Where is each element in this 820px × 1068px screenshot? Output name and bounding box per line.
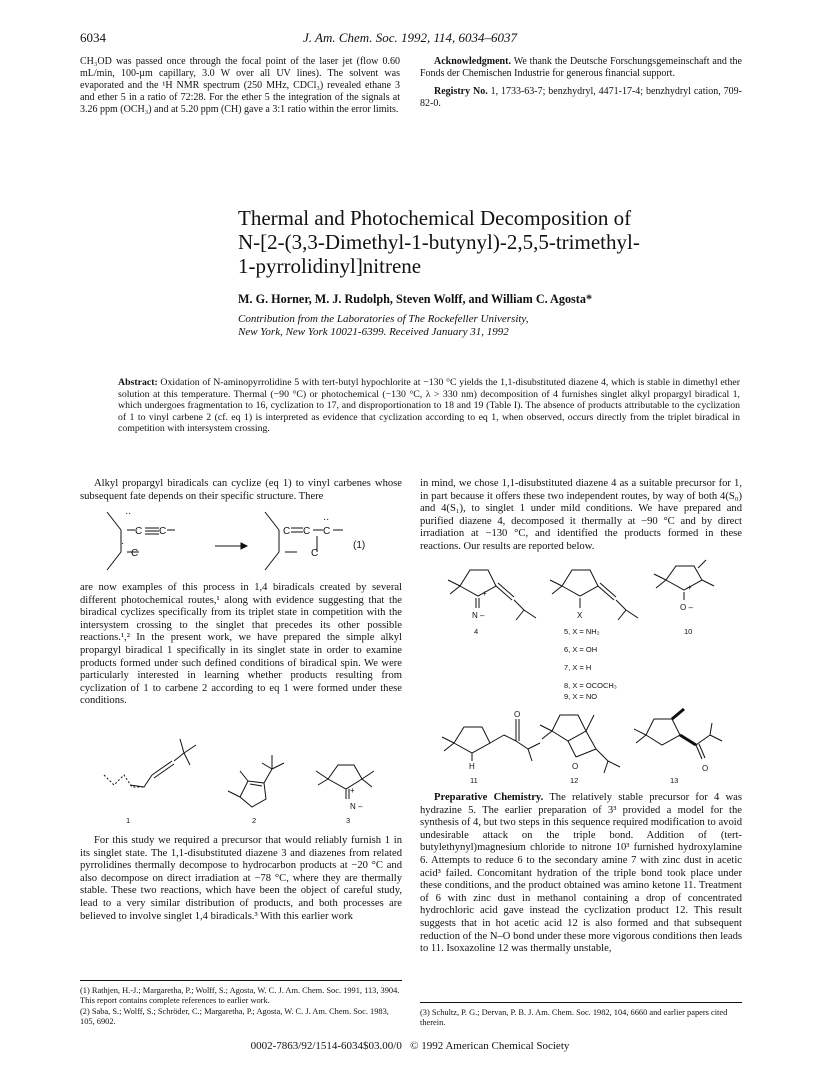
x-list-5: 5, X = NH₂ xyxy=(564,627,600,636)
svg-text:·: · xyxy=(125,508,129,519)
svg-text:C: C xyxy=(323,526,331,537)
x-list-8: 8, X = OCOCH₃ xyxy=(564,681,617,690)
footer-copyright: © 1992 American Chemical Society xyxy=(410,1040,570,1052)
svg-text:+: + xyxy=(687,583,692,592)
structure-label-1: 1 xyxy=(126,816,131,825)
svg-text:O –: O – xyxy=(680,603,693,612)
svg-text:X: X xyxy=(577,611,583,620)
article-title: Thermal and Photochemical Decomposition of N-[2-(3,3-Dimethyl-1-butynyl)-2,5,5-trimethyl- 1-pyrrolidinyl]nitrene xyxy=(238,206,640,278)
previous-article-acknowledgment: Acknowledgment. We thank the Deutsche Forschungsgemeinschaft and the Fonds der Chemischen Industrie for generous financial support. Registry No. 1, 1733-63-7; benzhydryl, 4471-17-4; benzhydryl cation, 709-82-0. xyxy=(420,56,742,109)
previous-article-text: CH₃OD was passed once through the focal point of the laser jet (flow 0.60 mL/min, 100-µm capillary, 3.0 W over all UV lines). The solvent was evaporated and the ¹H NMR spectrum (250 MHz, CDCl₃) revealed ethane 3 and ether 5 in a ratio of 72:28. For the ether 5 the integration of the signals at 3.26 ppm (OCH₃) and at 5.20 ppm (CH) gave a 3:1 ratio within the error limits. xyxy=(80,56,400,115)
svg-text:C: C xyxy=(311,548,319,559)
body-right-paragraph: in mind, we chose 1,1-disubstituted diazene 4 as a suitable precursor for 1, in part because it offers these two independent routes, by way of both 4(S₀) and 4(S₁), to singlet 1 under mild conditions. We have prepared and purified diazene 4, decomposed it thermally at −90 °C and by direct irradiation at −130 °C, and identified the products formed in these reactions. Our results are reported below. xyxy=(420,478,742,552)
structure-label-10: 10 xyxy=(684,627,693,636)
equation-1-scheme xyxy=(95,506,405,576)
abstract: Abstract: Oxidation of N-aminopyrrolidine 5 with tert-butyl hypochlorite at −130 °C yields the 1,1-disubstituted diazene 4, which is stable in dimethyl ether solution at this temperature. Thermal (−90 °C) or photochemical (−130 °C, λ > 330 nm) decomposition of 4 furnishes singlet alkyl propargyl biradical 1, which undergoes fragmentation to 16, cyclization to 17, and disproportionation to 18 and 19 (Table I). The absence of products attributable to the cyclization of 1 to vinyl carbene 2 (cf. eq 1) is interpreted as evidence that cyclization according to eq 1, when observed, occurs directly from the triplet biradical in competition with intersystem crossing. xyxy=(118,377,740,435)
svg-text:·: · xyxy=(128,508,132,519)
footnote-rule-left xyxy=(80,980,402,981)
structure-label-2: 2 xyxy=(252,816,257,825)
svg-text:·: · xyxy=(121,538,125,549)
body-left-intro: Alkyl propargyl biradicals can cyclize (eq 1) to vinyl carbenes whose subsequent fate depends on their specific structure. There xyxy=(80,478,402,502)
svg-text:N –: N – xyxy=(350,802,363,811)
svg-text:N –: N – xyxy=(472,611,485,620)
svg-text:·: · xyxy=(326,514,330,525)
svg-text:H: H xyxy=(469,762,475,771)
svg-text:C: C xyxy=(135,526,143,537)
svg-text:+: + xyxy=(350,786,355,795)
page-number: 6034 xyxy=(80,30,106,45)
equation-number: (1) xyxy=(353,540,366,551)
svg-text:C: C xyxy=(131,548,139,559)
body-left-paragraph: are now examples of this process in 1,4 biradicals created by several different photochemical routes,¹ along with evidence suggesting that the biradical cyclizes specifically from its triplet state in competition with the intersystem crossing to the singlet that precedes its other possible reactions.¹,² In the present work, we have prepared the simple alkyl propargyl biradical 1 specifically in its singlet state in order to examine products formed under such defined conditions of biradical spin. We were particularly interested in learning whether products resulting from cyclization of 1 to carbene 2 according to eq 1 were formed under these conditions. xyxy=(80,582,402,707)
x-list-7: 7, X = H xyxy=(564,663,592,672)
structure-label-4: 4 xyxy=(474,627,479,636)
structure-label-11: 11 xyxy=(470,776,478,785)
structure-label-3: 3 xyxy=(346,816,351,825)
svg-text:·: · xyxy=(323,514,327,525)
footnote-rule-right xyxy=(420,1002,742,1003)
footnotes-left: (1) Rathjen, H.-J.; Margaretha, P.; Wolff, S.; Agosta, W. C. J. Am. Chem. Soc. 1991, 113, 3904. This report contains complete references to earlier work. (2) Saba, S.; Wolff, S.; Schröder, C.; Margaretha, P.; Agosta, W. C. J. Am. Chem. Soc. 1983, 105, 6902. xyxy=(80,986,400,1026)
svg-text:C: C xyxy=(159,526,167,537)
body-right-preparative: Preparative Chemistry. The relatively stable precursor for 4 was hydrazine 5. The earlier preparation of 3³ provided a model for the synthesis of 4, but two steps in this sequence required modification to avoid undesirable attack on the triple bond. Addition of (tert-butylethynyl)magnesium chloride to nitrone 10³ furnished hydroxylamine 6. Attempts to reduce 6 to the secondary amine 7 with zinc dust in acetic acid³ failed. Concomitant hydration of the triple bond took place under these conditions, and the product obtained was amino ketone 11. Treatment of 6 with zinc dust in methanol containing a drop of concentrated hydrochloric acid gave instead the cyclization product 12. This result suggests that in hot acetic acid 12 is also formed and that subsequent reduction of the N–O bond under these more vigorous conditions then leads to 11. Isoxazoline 12 was thermally unstable, xyxy=(420,792,742,955)
x-list-9: 9, X = NO xyxy=(564,692,598,701)
footnotes-right: (3) Schultz, P. G.; Dervan, P. B. J. Am. Chem. Soc. 1982, 104, 6660 and earlier papers cited therein. xyxy=(420,1008,728,1027)
contribution-affiliation: Contribution from the Laboratories of The Rockefeller University, New York, New York 10021-6399. Received January 31, 1992 xyxy=(238,313,529,338)
svg-text:C: C xyxy=(303,526,311,537)
svg-text:O: O xyxy=(702,764,709,773)
page-footer xyxy=(0,1040,820,1052)
authors: M. G. Horner, M. J. Rudolph, Steven Wolff, and William C. Agosta* xyxy=(238,292,593,306)
running-header: J. Am. Chem. Soc. 1992, 114, 6034–6037 xyxy=(303,30,517,45)
body-left-paragraph-2: For this study we required a precursor that would reliably furnish 1 in its singlet state. The 1,1-disubstituted diazene 3 and diazenes from related pyrrolidines thermally decompose to hydrocarbon products at −20 °C and also decompose on direct irradiation at −78 °C, where they are thermally stable. These two reactions, which have been the object of careful study, lead to a very similar distribution of products, and both processes are believed to involve singlet 1,4 biradicals.³ With this earlier work xyxy=(80,835,402,922)
svg-text:O: O xyxy=(514,710,521,719)
footer-code: 0002-7863/92/1514-6034$03.00/0 xyxy=(250,1040,402,1052)
structures-4-10 xyxy=(440,556,740,696)
x-list-6: 6, X = OH xyxy=(564,645,598,654)
svg-text:C: C xyxy=(283,526,291,537)
svg-text:O: O xyxy=(572,762,579,771)
structures-1-2-3 xyxy=(100,735,400,825)
structure-label-13: 13 xyxy=(670,776,679,785)
structures-11-13 xyxy=(440,705,740,785)
structure-label-12: 12 xyxy=(570,776,579,785)
svg-text:+: + xyxy=(482,589,487,598)
